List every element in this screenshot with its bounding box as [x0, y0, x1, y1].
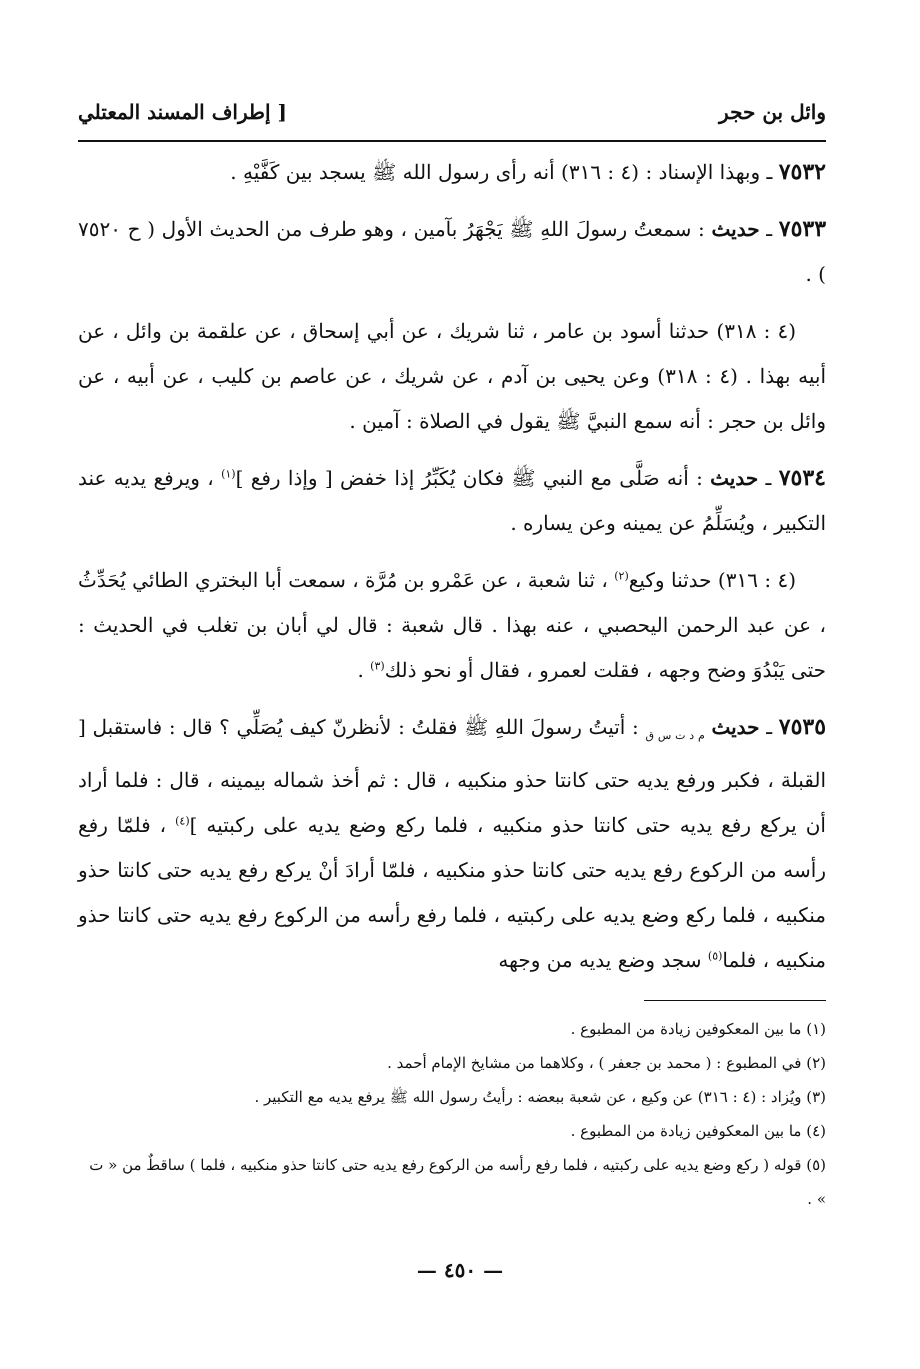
footnote-3: (٣) ويُزاد : (٤ : ٣١٦) عن وكيع ، عن شعبة ببعضه : رأيتُ رسول الله ﷺ يرفع يديه مع التكبير . — [254, 1088, 826, 1106]
footnote-1: (١) ما بين المعكوفين زيادة من المطبوع . — [570, 1020, 826, 1038]
footnote-2: (٢) في المطبوع : ( محمد بن جعفر ) ، وكلاهما من مشايخ الإمام أحمد . — [387, 1054, 826, 1072]
header-title-right: وائل بن حجر — [719, 100, 826, 124]
footnote-marker: (٣) — [370, 659, 385, 673]
entry-7535: ٧٥٣٥ ـ حديث $_{م د ت س ق}$ : أتيتُ رسولَ اللهِ ﷺ فقلتُ : لأنظرنّ كيف يُصَلِّي ؟ قال : فاستقبل [ القبلة ، فكبر ورفع يديه حتى كانتا حذو منكبيه ، قال : ثم أخذ شماله بيمينه ، قال : فلما أراد أن يركع رفع يديه حتى كانتا حذو منكبيه ، فلما ركع وضع يديه على ركبتيه ]$^{(٤)}$ ، فلمّا رفع رأسه من الركوع رفع يديه حتى كانتا حذو منكبيه ، فلمّا أرادَ أنْ يركع رفع يديه حتى كانتا حذو منكبيه ، فلما ركع وضع يديه على ركبتيه ، فلما رفع رأسه من الركوع رفع يديه حتى كانتا حذو منكبيه ، فلما$^{(٥)}$ سجد وضع يديه من وجهه — [78, 714, 827, 972]
isnad-text: ، ثنا شعبة ، عن عَمْرو بن مُرَّة ، سمعت أبا البختري الطائي يُحَدِّثُ ، عن عبد الرحمن اليحصبي ، عنه بهذا . قال شعبة : قال لي أبان بن تغلب في الحديث : حتى يَبْدُوَ وضح وجهه ، فقلت لعمرو ، فقال أو نحو ذلك — [78, 568, 826, 682]
entry-7534: ٧٥٣٤ ـ حديث : أنه صَلَّى مع النبي ﷺ فكان يُكَبِّرُ إذا خفض [ وإذا رفع ]$^{(١)}$ ، ويرفع يديه عند التكبير ، ويُسَلِّمُ عن يمينه وعن يساره . — [78, 465, 826, 535]
entry-text: : أنه صَلَّى مع النبي ﷺ فكان يُكَبِّرُ إذا خفض [ وإذا رفع ] — [235, 466, 703, 490]
isnad-text: (٤ : ٣١٨) حدثنا أسود بن عامر ، ثنا شريك ، عن أبي إسحاق ، عن علقمة بن وائل ، عن أبيه بهذا . (٤ : ٣١٨) وعن يحيى بن آدم ، عن شريك ، عن عاصم بن كليب ، عن أبيه ، عن وائل بن حجر : أنه سمع النبيَّ ﷺ يقول في الصلاة : آمين . — [78, 319, 827, 433]
source-sigla: م د ت س ق — [645, 729, 705, 742]
entry-7532 — [78, 150, 826, 195]
running-header — [78, 92, 826, 132]
entry-number: ٧٥٣٣ — [778, 216, 827, 242]
header-divider — [78, 140, 826, 142]
entry-keyword: حديث — [711, 715, 760, 739]
footnote-marker: (١) — [221, 467, 236, 481]
isnad-paragraph — [78, 558, 826, 693]
entry-number: ٧٥٣٤ — [778, 465, 826, 491]
isnad-paragraph — [78, 309, 826, 444]
footnote-marker: (٥) — [707, 949, 723, 963]
isnad-text: . — [357, 658, 371, 682]
main-text — [78, 150, 826, 995]
entry-text: ـ وبهذا الإسناد : (٤ : ٣١٦) أنه رأى رسول الله ﷺ يسجد بين كَفَّيْهِ . — [230, 160, 773, 184]
footnote-marker: (٢) — [614, 569, 629, 583]
entry-text: : سمعتُ رسولَ اللهِ ﷺ يَجْهَرُ بآمين ، وهو طرف من الحديث الأول ( ح ٧٥٢٠ ) . — [78, 217, 826, 286]
footnote-4: (٤) ما بين المعكوفين زيادة من المطبوع . — [570, 1122, 826, 1140]
entry-text-continued: ، ويرفع يديه عند التكبير ، ويُسَلِّمُ عن يمينه وعن يساره . — [78, 466, 826, 535]
entry-number: ٧٥٣٢ — [778, 159, 826, 185]
entry-text: ، فلمّا رفع رأسه من الركوع رفع يديه حتى كانتا حذو منكبيه ، فلمّا أرادَ أنْ يركع رفع يديه حتى كانتا حذو منكبيه ، فلما ركع وضع يديه على ركبتيه ، فلما رفع رأسه من الركوع رفع يديه حتى كانتا حذو منكبيه ، فلما — [78, 813, 826, 972]
entry-text: سجد وضع يديه من وجهه — [498, 948, 708, 972]
footnote-divider — [644, 1000, 826, 1001]
entry-7533: ٧٥٣٣ ـ حديث : سمعتُ رسولَ اللهِ ﷺ يَجْهَرُ بآمين ، وهو طرف من الحديث الأول ( ح ٧٥٢٠ ) . — [78, 216, 827, 286]
entry-keyword: حديث — [711, 217, 760, 241]
entry-keyword: حديث — [710, 466, 759, 490]
page-number: — ٤٥٠ — — [416, 1258, 504, 1282]
entry-text: : أتيتُ رسولَ اللهِ ﷺ فقلتُ : لأنظرنّ كيف يُصَلِّي ؟ قال : فاستقبل [ القبلة ، فكبر ورفع يديه حتى كانتا حذو منكبيه ، قال : ثم أخذ شماله بيمينه ، قال : فلما أراد أن يركع رفع يديه حتى كانتا حذو منكبيه ، فلما ركع وضع يديه على ركبتيه ] — [78, 715, 826, 837]
entry-number: ٧٥٣٥ — [778, 714, 827, 740]
footnote-marker: (٤) — [175, 814, 190, 828]
header-title-left: [ إطراف المسند المعتلي — [78, 100, 287, 124]
footnotes — [78, 1012, 826, 1216]
footnote-5: (٥) قوله ( ركع وضع يديه على ركبتيه ، فلما رفع رأسه من الركوع رفع يديه حتى كانتا حذو منكبيه ، فلما ) ساقطٌ من « ت » . — [89, 1156, 826, 1208]
isnad-text: (٤ : ٣١٦) حدثنا وكيع — [628, 568, 797, 592]
